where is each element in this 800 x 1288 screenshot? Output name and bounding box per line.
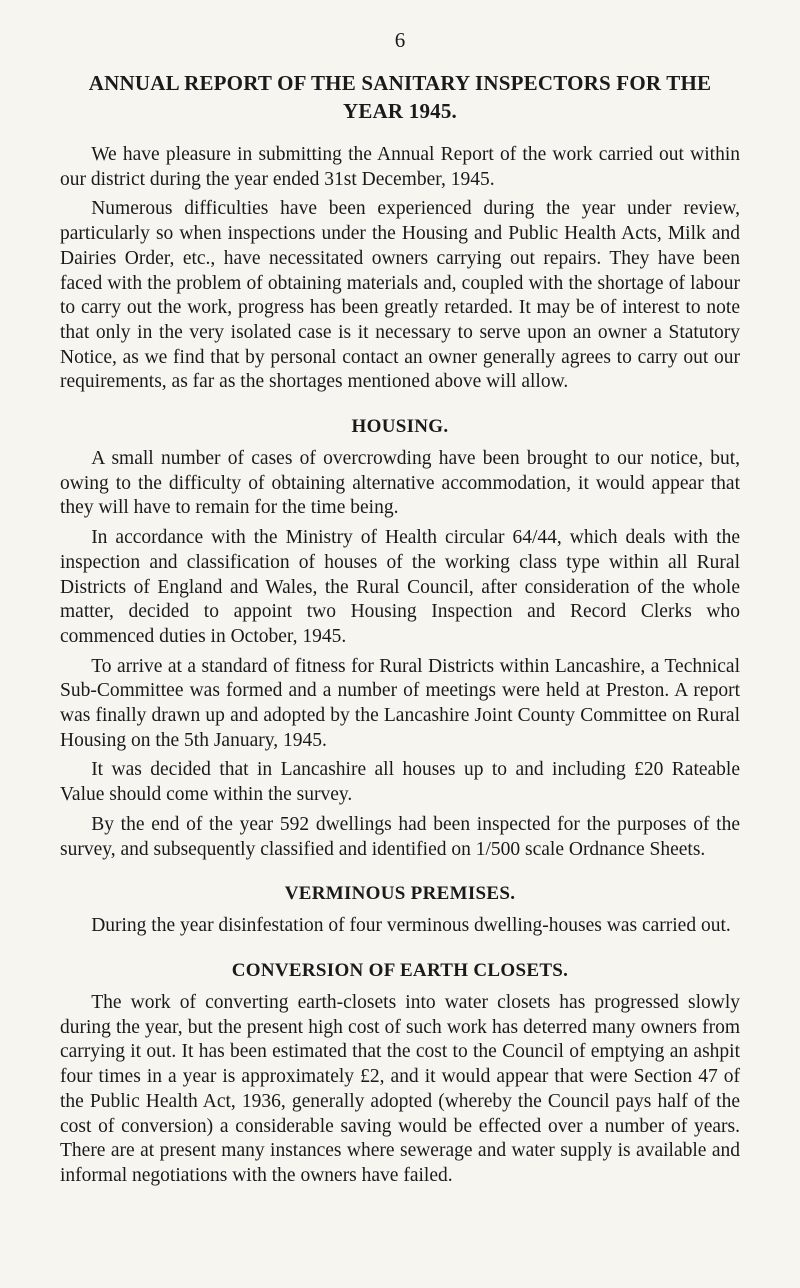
housing-heading: HOUSING. — [351, 416, 449, 438]
report-title: ANNUAL REPORT OF THE SANITARY INSPECTORS FOR THE YEAR 1945. — [88, 71, 712, 123]
housing-paragraph-3: To arrive at a standard of fitness for Rural Districts within Lancashire, a Technical Sub-Committee was formed and a number of meetings were held at Preston. A report was finally drawn up and adopted by the Lancashire Joint County Committee on Rural Housing on the 5th January, 1945. — [60, 655, 740, 751]
housing-paragraph-4: It was decided that in Lancashire all houses up to and including £20 Rateable Value should come within the survey. — [60, 759, 740, 806]
verminous-heading: VERMINOUS PREMISES. — [284, 883, 516, 905]
conversion-paragraph-1: The work of converting earth-closets into water closets has progressed slowly during the year, but the present high cost of such work has deterred many owners from carrying it out. It has been estimated that the cost to the Council of emptying an ashpit four times in a year is approximately £2, and it would appear that were Section 47 of the Public Health Act, 1936, generally adopted (whereby the Council pays half of the cost of conversion) a considerable saving would be effected over a number of years. There are at present many instances where sewerage and water supply is available and informal negotiations with the owners have failed. — [60, 991, 740, 1186]
housing-paragraph-2: In accordance with the Ministry of Health circular 64/44, which deals with the inspection and classification of houses of the working class type within all Rural Districts of England and Wales, the Rural Council, after consideration of the whole matter, decided to appoint two Housing Inspection and Record Clerks who commenced duties in October, 1945. — [60, 527, 740, 647]
conversion-heading: CONVERSION OF EARTH CLOSETS. — [231, 959, 569, 981]
housing-paragraph-5: By the end of the year 592 dwellings had been inspected for the purposes of the survey, and subsequently classified and identified on 1/500 scale Ordnance Sheets. — [60, 813, 740, 860]
verminous-paragraph-1: During the year disinfestation of four verminous dwelling-houses was carried out. — [91, 915, 731, 937]
intro-paragraph-1: We have pleasure in submitting the Annual Report of the work carried out within our district during the year ended 31st December, 1945. — [60, 144, 740, 190]
page-number: 6 — [394, 28, 406, 52]
intro-paragraph-2: Numerous difficulties have been experienced during the year under review, particularly so when inspections under the Housing and Public Health Acts, Milk and Dairies Order, etc., have necessitated owners carrying out repairs. They have been faced with the problem of obtaining materials and, coupled with the shortage of labour to carry out the work, progress has been greatly retarded. It may be of interest to note that only in the very isolated case is it necessary to serve upon an owner a Statutory Notice, as we find that by personal contact an owner generally agrees to carry out our requirements, as far as the shortages mentioned above will allow. — [60, 198, 740, 393]
housing-paragraph-1: A small number of cases of overcrowding have been brought to our notice, but, owing to the difficulty of obtaining alternative accommodation, it would appear that they will have to remain for the time being. — [60, 448, 740, 519]
